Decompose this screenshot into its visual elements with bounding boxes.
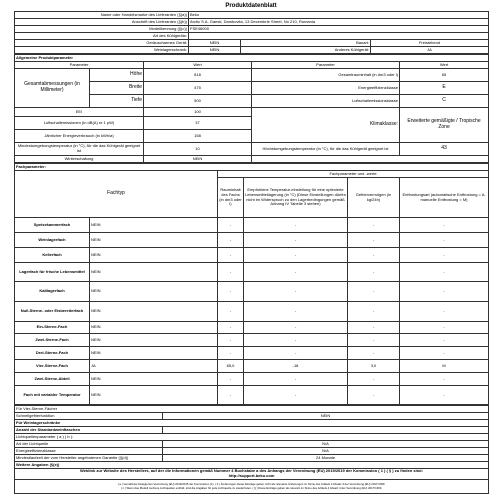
- compartment-name: Lagerfach für frische Lebensmittel: [15, 263, 90, 282]
- type-label: Art des Kühlgeräts:: [15, 33, 189, 40]
- warranty-label: Mindestlaufzeit der vom Hersteller angebotenen Garantie (§(d)): [15, 455, 163, 462]
- compartment-temp: -18: [244, 360, 348, 373]
- compartment-freeze: -: [348, 282, 400, 302]
- compartment-temp: -: [244, 282, 348, 302]
- compartment-name: Vier-Sterne-Fach: [15, 360, 90, 373]
- model-label: Modellkennung (§(c)): [15, 26, 189, 33]
- compartment-temp: -: [244, 263, 348, 282]
- other-value: JA: [371, 47, 489, 54]
- col-type: Fachtyp: [15, 171, 218, 218]
- compartment-volume: -: [218, 218, 244, 233]
- compartment-volume: -: [218, 282, 244, 302]
- compartments-table: [14, 163, 489, 405]
- compartment-volume: -: [218, 386, 244, 405]
- compartment-freeze: -: [348, 218, 400, 233]
- fast-freeze-value: NEIN: [163, 413, 489, 420]
- model-value: FSE46000: [189, 26, 489, 33]
- warranty-value: 24 Monate: [163, 455, 489, 462]
- dims-label: Gesamtabmessungen (in Millimeter): [15, 69, 90, 108]
- compartment-present: NEIN: [90, 322, 218, 334]
- compartment-name: Drei-Sterne-Fach: [15, 347, 90, 360]
- fast-freeze-label: Schnellgefrierfunktion: [15, 413, 163, 420]
- compartment-freeze: -: [348, 373, 400, 386]
- compartment-present: NEIN: [90, 373, 218, 386]
- climate-label: Klimaklasse:: [252, 108, 400, 143]
- type-row: [15, 33, 489, 40]
- compartment-temp: -: [244, 322, 348, 334]
- energy-label: Energieeffizienzklasse: [252, 82, 400, 95]
- height-value: 818: [144, 69, 252, 82]
- address-value: Arctic S.A. Gaesti, Dambovita, 13 Decembrie Street, No 210, Romania: [189, 19, 489, 26]
- eei-label: EEI: [15, 108, 144, 117]
- width-value: 475: [144, 82, 252, 95]
- compartment-defrost: -: [400, 282, 489, 302]
- general-info-table: [14, 11, 489, 54]
- params-table: [14, 54, 489, 163]
- compartment-volume: -: [218, 263, 244, 282]
- compartment-name: Zwei-Sterne-Abteil: [15, 373, 90, 386]
- footer-table: [14, 405, 489, 494]
- compartment-defrost: -: [400, 233, 489, 248]
- min-temp-label: Mindestumgebungstemperatur (in °C), für die das Kühlgerät geeignet ist: [15, 143, 144, 156]
- compartment-present: JA: [90, 360, 218, 373]
- compartment-volume: -: [218, 373, 244, 386]
- compartment-present: NEIN: [90, 347, 218, 360]
- col-value-1: Wert: [144, 62, 252, 69]
- depth-label: Tiefe: [90, 95, 144, 108]
- model-row: [15, 26, 489, 33]
- compartment-temp: -: [244, 248, 348, 263]
- table-row: [15, 302, 489, 322]
- winter-label: Winterschaltung: [15, 156, 144, 163]
- compartment-present: NEIN: [90, 263, 218, 282]
- page-title: Produktdatenblatt: [225, 3, 277, 9]
- compartment-name: Weinlagerfach: [15, 233, 90, 248]
- compartment-present: NEIN: [90, 282, 218, 302]
- table-row: [15, 334, 489, 347]
- footnotes: [15, 480, 489, 494]
- volume-label: Gesamtrauminhalt (in dm3 oder l): [252, 69, 400, 82]
- address-row: [15, 19, 489, 26]
- depth-value: 500: [144, 95, 252, 108]
- footnote-2: ( c ) Wenn das Modell mehrere Lichtquellen enthält, sind die Angaben für jede Lichtquelle zu wiederholen. ( § ) Diese Einträge gelten als relevant im Sinne des Artikels 4 Absatz 4 der Verordnung (EU) 2017/1369.: [120, 485, 383, 490]
- compartment-name: Fach mit variabler Temperatur: [15, 386, 90, 405]
- compartment-present: NEIN: [90, 386, 218, 405]
- compartment-temp: -: [244, 233, 348, 248]
- compartment-name: Kaltlagerfach: [15, 282, 90, 302]
- compartment-freeze: -: [348, 386, 400, 405]
- design-label: Bauart:: [241, 40, 371, 47]
- other-label: Anderes Kühlgerät:: [241, 47, 371, 54]
- compartment-defrost: -: [400, 248, 489, 263]
- compartment-freeze: -: [348, 248, 400, 263]
- compartment-present: NEIN: [90, 218, 218, 233]
- compartment-defrost: -: [400, 386, 489, 405]
- table-row: [15, 386, 489, 405]
- height-label: Höhe: [90, 69, 144, 82]
- compartment-freeze: -: [348, 334, 400, 347]
- compartment-name: Ein-Sterne-Fach: [15, 322, 90, 334]
- compartment-temp: -: [244, 302, 348, 322]
- compartment-volume: -: [218, 248, 244, 263]
- compartment-name: Kellerfach: [15, 248, 90, 263]
- compartment-volume: -: [218, 233, 244, 248]
- compartment-present: NEIN: [90, 248, 218, 263]
- compartment-name: Speisekammerfach: [15, 218, 90, 233]
- compartment-freeze: -: [348, 302, 400, 322]
- noise-label: Luftschallemissionen (in dB(A) re 1 pW): [15, 117, 144, 130]
- compartments-section-label: Fachparameter:: [15, 164, 489, 171]
- table-row: [15, 360, 489, 373]
- lownoise-value: NEIN: [189, 40, 241, 47]
- wine-cab-label: Für Weinlagerschränke: [15, 420, 489, 427]
- compartment-defrost: -: [400, 334, 489, 347]
- compartment-defrost: -: [400, 218, 489, 233]
- four-star-label: Für Vier-Sterne-Fächer: [15, 406, 489, 413]
- compartment-name: Zwei-Sterne-Fach: [15, 334, 90, 347]
- compartment-defrost: M: [400, 360, 489, 373]
- energy-value: E: [400, 82, 489, 95]
- params-section-label: Allgemeine Produktparameter: [15, 55, 489, 62]
- compartment-temp: -: [244, 347, 348, 360]
- min-temp-value: 10: [144, 143, 252, 156]
- compartment-freeze: 3,0: [348, 360, 400, 373]
- light-type-label: Art der Lichtquelle: [15, 441, 163, 448]
- compartment-volume: -: [218, 322, 244, 334]
- compartment-defrost: -: [400, 263, 489, 282]
- light-type-value: N/A: [163, 441, 489, 448]
- eei-value: 100: [144, 108, 252, 117]
- compartment-rows: [15, 218, 489, 405]
- noise-value: 37: [144, 117, 252, 130]
- address-label: Anschrift des Lieferanten (§(b)): [15, 19, 189, 26]
- compartment-volume: -: [218, 302, 244, 322]
- wine-label: Weinlagerschrank:: [15, 47, 189, 54]
- table-row: [15, 322, 489, 334]
- compartment-temp: -: [244, 334, 348, 347]
- compartment-freeze: -: [348, 322, 400, 334]
- noise-class-value: C: [400, 95, 489, 108]
- compartment-defrost: -: [400, 347, 489, 360]
- footnote-1: ( a ) Gemäß der Delegierten Verordnung (EU) 2019/2015 der Kommission (1). ( b ) Änderungen dieser Einträge gelten nicht als relevante Änderungen im Sinne des Artikels 4 Absatz 4 der Verordnung (EU) 2017/1369.: [117, 482, 386, 487]
- web-label: Weblink zur Website des Herstellers, auf der die Informationen gemäß Nummer 4 Buchstabe a des Anhangs der Verordnung (EU) 2019/2019 der Kommission ( 1 ) ( § ) zu finden sind:: [80, 468, 423, 474]
- col-value-2: Wert: [400, 62, 489, 69]
- wine-row: [15, 47, 489, 54]
- col-temp: Empfohlene Temperatur-einstellung für eine optimierte Lebensmittellagerung (in °C) (Diese Einstellungen dürfen nicht im Widerspruch zu den Lagerbedingungen gemäß Anhang IV Tabelle 3 stehen): [244, 178, 348, 218]
- climate-value: Erweiterte gemäßigte / Tropische Zone: [400, 108, 489, 143]
- design-value: Freistehend: [371, 40, 489, 47]
- col-freeze: Gefriervermögen (in kg/24h): [348, 178, 400, 218]
- max-temp-value: 43: [400, 143, 489, 156]
- compartment-name: Null-Sterne- oder Eisbereiterfach: [15, 302, 90, 322]
- table-row: [15, 282, 489, 302]
- compartment-volume: -: [218, 334, 244, 347]
- light-class-value: N/A: [163, 448, 489, 455]
- col-defrost: Entfrostungsart (automatische Entfrostung = A, manuelle Entfrostung = M): [400, 178, 489, 218]
- wine-value: NEIN: [189, 47, 241, 54]
- supplier-row: [15, 12, 489, 19]
- compartment-volume: -: [218, 347, 244, 360]
- supplier-label: Name oder Handelsmarke des Lieferanten (§(a)): [15, 12, 189, 19]
- supplier-value: Beko: [189, 12, 489, 19]
- table-row: [15, 347, 489, 360]
- consumption-value: 158: [144, 130, 252, 143]
- table-row: [15, 263, 489, 282]
- light-label: Lichtquellenparameter ( a ) ( b ):: [15, 434, 489, 441]
- consumption-label: Jährlicher Energieverbrauch (in kWh/a): [15, 130, 144, 143]
- compartment-temp: -: [244, 386, 348, 405]
- extra-label: Weitere Angaben (§(e)): [15, 462, 489, 469]
- noise-class-label: Luftschallemissionsklasse: [252, 95, 400, 108]
- lownoise-label: Geräuscharmes Gerät:: [15, 40, 189, 47]
- web-cell: [15, 469, 489, 480]
- compartment-freeze: -: [348, 347, 400, 360]
- col-param-1: Parameter: [15, 62, 144, 69]
- col-param-2: Parameter: [252, 62, 400, 69]
- compartment-volume: 65,0: [218, 360, 244, 373]
- compartment-present: NEIN: [90, 233, 218, 248]
- max-temp-label: Höchstumgebungstemperatur (in °C), für die das Kühlgerät geeignet ist: [252, 143, 400, 156]
- compartment-defrost: -: [400, 322, 489, 334]
- product-datasheet: [14, 2, 488, 494]
- table-row: [15, 218, 489, 233]
- compartment-freeze: -: [348, 233, 400, 248]
- table-row: [15, 373, 489, 386]
- web-link[interactable]: http://support.beko.com: [228, 473, 275, 478]
- group-header: Fachparameter und -werte: [218, 171, 489, 178]
- col-volume: Rauminhalt des Fachs (in dm3 oder l): [218, 178, 244, 218]
- width-label: Breite: [90, 82, 144, 95]
- light-class-label: Energieeffizienzklasse: [15, 448, 163, 455]
- lownoise-row: [15, 40, 489, 47]
- compartment-freeze: -: [348, 263, 400, 282]
- compartment-present: NEIN: [90, 302, 218, 322]
- compartment-temp: -: [244, 373, 348, 386]
- wine-count-label: Anzahl der Standardweinflaschen: [15, 427, 163, 434]
- table-row: [15, 233, 489, 248]
- volume-value: 65: [400, 69, 489, 82]
- table-row: [15, 248, 489, 263]
- compartment-present: NEIN: [90, 334, 218, 347]
- compartment-defrost: -: [400, 302, 489, 322]
- compartment-temp: -: [244, 218, 348, 233]
- winter-value: NEIN: [144, 156, 252, 163]
- compartment-defrost: -: [400, 373, 489, 386]
